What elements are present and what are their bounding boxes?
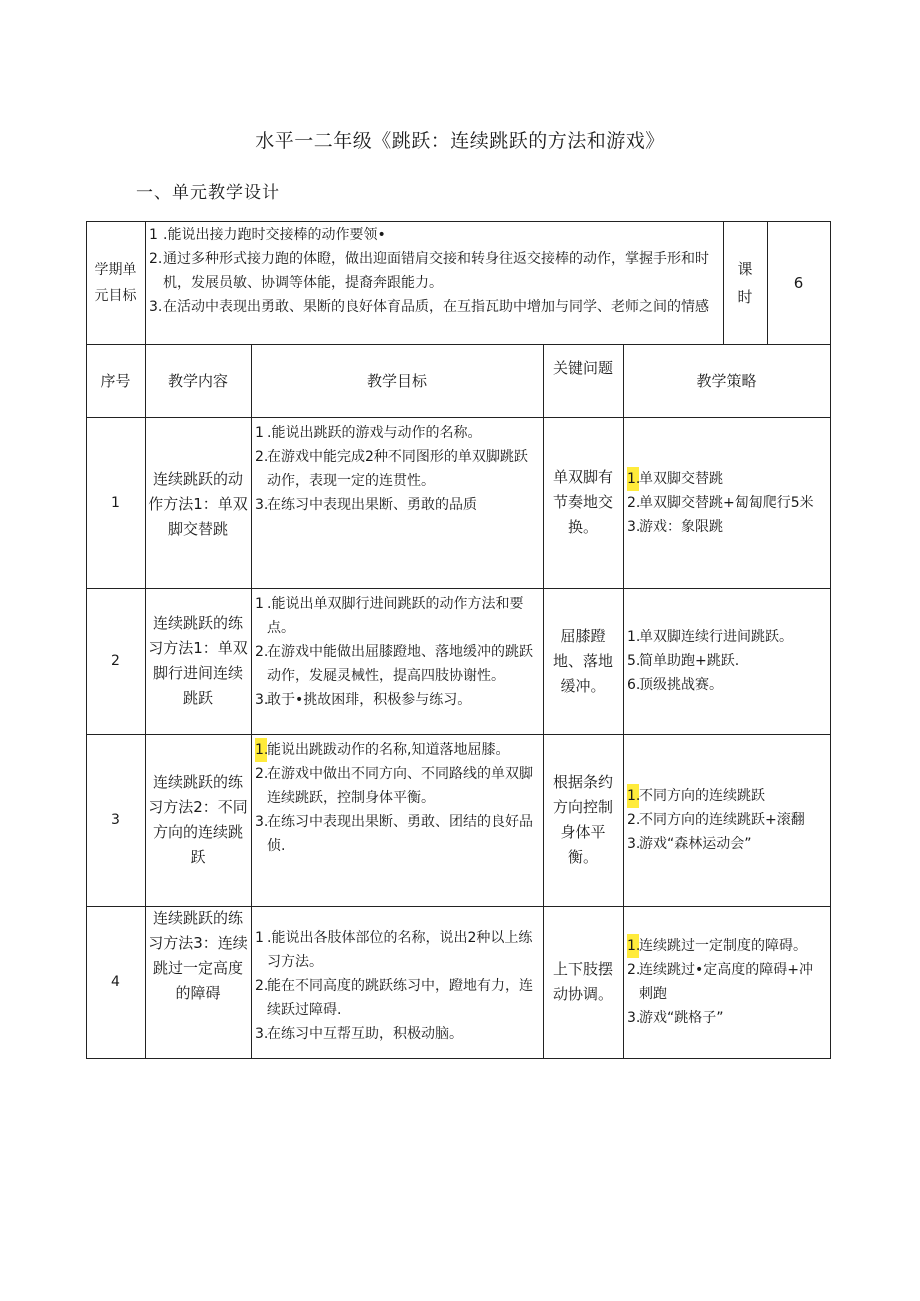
row-objectives	[251, 734, 543, 906]
row-key-text: 上下肢摆动协调。	[552, 960, 613, 1003]
row-key	[543, 588, 623, 734]
list-text: .能说出单双脚行进间跳跃的动作方法和要点。	[267, 596, 524, 636]
row-content-text: 连续跳跃的动作方法1：单双脚交替跳	[148, 470, 248, 538]
list-text: 游戏：象限跳	[639, 518, 723, 535]
objective-item	[255, 810, 539, 858]
row-content	[145, 417, 251, 588]
strategy-item	[627, 934, 826, 958]
list-number: 3.	[255, 692, 269, 708]
list-number: 1	[255, 425, 264, 441]
objective-item	[255, 640, 539, 688]
objective-item	[255, 592, 539, 640]
strategy-item	[627, 515, 826, 539]
strategy-item	[627, 467, 826, 491]
semester-goal-item	[149, 295, 719, 319]
list-number: 2.	[255, 449, 269, 465]
list-number: 1.	[627, 934, 639, 958]
list-text: 在练习中表现出果断、勇敢的品质	[267, 497, 477, 513]
semester-goals	[145, 221, 723, 344]
strategy-item	[627, 832, 826, 856]
row-key-text: 单双脚有节奏地交换。	[552, 468, 613, 536]
list-number: 2.	[627, 812, 641, 828]
list-text: 简单助跑+跳跃.	[639, 653, 740, 669]
list-number: 3.	[255, 1026, 269, 1042]
row-seq: 3	[111, 812, 120, 828]
list-number: 1.	[627, 629, 641, 645]
semester-goal-item	[149, 247, 719, 295]
list-text: 能在不同高度的跳跃练习中，蹬地有力，连续跃过障碍.	[267, 978, 533, 1018]
list-text: 在游戏中能做出屈膝蹬地、落地缓冲的跳跃动作，发屣灵械性，提高四肢协谢性。	[267, 644, 533, 684]
row-seq: 1	[111, 494, 120, 511]
list-text: 在游戏中能完成2种不同图形的单双脚跳跃动作，表现一定的连贯性。	[267, 449, 528, 489]
header-objectives: 教学目标	[366, 371, 427, 390]
list-number: 1	[149, 227, 158, 243]
section-heading: 一、单元教学设计	[136, 183, 280, 203]
objective-item	[255, 421, 539, 445]
list-text: 通过多种形式接力跑的体瞪，做出迎面错肩交接和转身往返交接棒的动作，掌握手形和时机，发展员敏、协调等体能，提裔奔跟能力。	[163, 251, 709, 291]
list-number: 2.	[149, 251, 163, 267]
list-text: .能说出各肢体部位的名称，说出2种以上练习方法。	[267, 930, 533, 970]
strategy-item	[627, 1006, 826, 1030]
list-number: 3.	[627, 836, 641, 852]
objective-item	[255, 738, 539, 762]
strategy-item	[627, 673, 826, 697]
list-number: 3.	[149, 299, 163, 315]
list-number: 3.	[627, 518, 641, 535]
list-text: 不同方向的连续跳跃	[639, 788, 765, 804]
hours-value: 6	[793, 273, 804, 292]
semester-goal-item	[149, 223, 719, 247]
list-number: 2.	[627, 494, 641, 511]
list-number: 1	[255, 596, 264, 612]
row-seq: 4	[111, 974, 120, 990]
list-text: 游戏“森林运动会”	[639, 836, 752, 852]
row-objectives	[251, 417, 543, 588]
list-text: 单双脚交替跳	[639, 470, 723, 487]
row-content-text: 连续跳跃的练习方法1：单双脚行进间连续跳跃	[148, 614, 248, 707]
objective-item	[255, 762, 539, 810]
strategy-item	[627, 649, 826, 673]
list-text: 单双脚交替跳+匐匐爬行5米	[639, 494, 814, 511]
strategy-item	[627, 491, 826, 515]
list-number: 2.	[255, 644, 269, 660]
header-strategy: 教学策略	[696, 371, 757, 390]
list-text: 在练习中表现出果断、勇敢、团结的良好品侦.	[267, 814, 533, 854]
row-objectives	[251, 906, 543, 1058]
list-text: 连续跳过一定制度的障碍。	[639, 938, 807, 954]
list-text: 能说出跳跋动作的名称,知道落地屈膝。	[267, 742, 510, 758]
row-key	[543, 734, 623, 906]
objective-item	[255, 974, 539, 1022]
objective-item	[255, 688, 539, 712]
row-content	[145, 734, 251, 906]
list-number: 1.	[255, 738, 267, 762]
row-strategy	[623, 906, 830, 1058]
list-number: 2.	[255, 978, 269, 994]
list-text: 游戏“跳格子”	[639, 1010, 724, 1026]
list-text: 单双脚连续行进间跳跃。	[639, 629, 793, 645]
list-text: 敢于•挑故困琲，积极参与练习。	[267, 692, 472, 708]
row-strategy	[623, 417, 830, 588]
strategy-item	[627, 808, 826, 832]
list-text: 顶级挑战赛。	[639, 677, 723, 693]
strategy-item	[627, 625, 826, 649]
list-text: 连续跳过•定高度的障碍+冲刺跑	[639, 962, 813, 1002]
row-content-text: 连续跳跃的练习方法2：不同方向的连续跳跃	[148, 773, 248, 866]
row-key	[543, 417, 623, 588]
row-content	[145, 906, 251, 1058]
row-key-text: 屈膝蹬地、落地缓冲。	[552, 626, 613, 695]
list-text: 在练习中互帮互助，积极动脑。	[267, 1026, 463, 1042]
list-number: 1	[255, 930, 264, 946]
list-number: 3.	[627, 1010, 641, 1026]
row-seq: 2	[111, 653, 120, 669]
objective-item	[255, 493, 539, 517]
list-text: .能说出跳跃的游戏与动作的名称。	[267, 425, 482, 441]
list-number: 1.	[627, 467, 639, 491]
header-seq: 序号	[100, 371, 131, 390]
objective-item	[255, 1022, 539, 1046]
list-number: 2.	[255, 766, 269, 782]
list-text: 不同方向的连续跳跃+滚翻	[639, 812, 805, 828]
row-key-text: 根据条约方向控制身体平衡。	[552, 773, 613, 866]
row-strategy	[623, 734, 830, 906]
hours-label: 课时	[737, 259, 753, 306]
strategy-item	[627, 958, 826, 1006]
row-strategy	[623, 588, 830, 734]
objective-item	[255, 926, 539, 974]
document-title: 水平一二年级《跳跃：连续跳跃的方法和游戏》	[255, 130, 665, 152]
list-number: 1.	[627, 784, 639, 808]
objective-item	[255, 445, 539, 493]
list-number: 2.	[627, 962, 641, 978]
list-number: 3.	[255, 497, 269, 513]
row-content-text: 连续跳跃的练习方法3：连续跳过一定高度的障碍	[148, 909, 248, 1002]
row-content	[145, 588, 251, 734]
list-text: 在活动中表现出勇敢、果断的良好体育品质，在互指瓦助中增加与同学、老师之间的情感	[163, 299, 709, 315]
list-text: 在游戏中做出不同方向、不同路线的单双脚连续跳跃，控制身体平衡。	[267, 766, 533, 806]
row-key	[543, 906, 623, 1058]
strategy-item	[627, 784, 826, 808]
row-objectives	[251, 588, 543, 734]
header-content: 教学内容	[167, 371, 228, 390]
list-number: 5.	[627, 653, 641, 669]
list-number: 3.	[255, 814, 269, 830]
list-text: .能说出接力跑时交接棒的动作要领•	[163, 227, 386, 243]
list-number: 6.	[627, 677, 641, 693]
header-key: 关键问题	[552, 359, 613, 377]
semester-goal-label: 学期单元目标	[94, 261, 137, 304]
